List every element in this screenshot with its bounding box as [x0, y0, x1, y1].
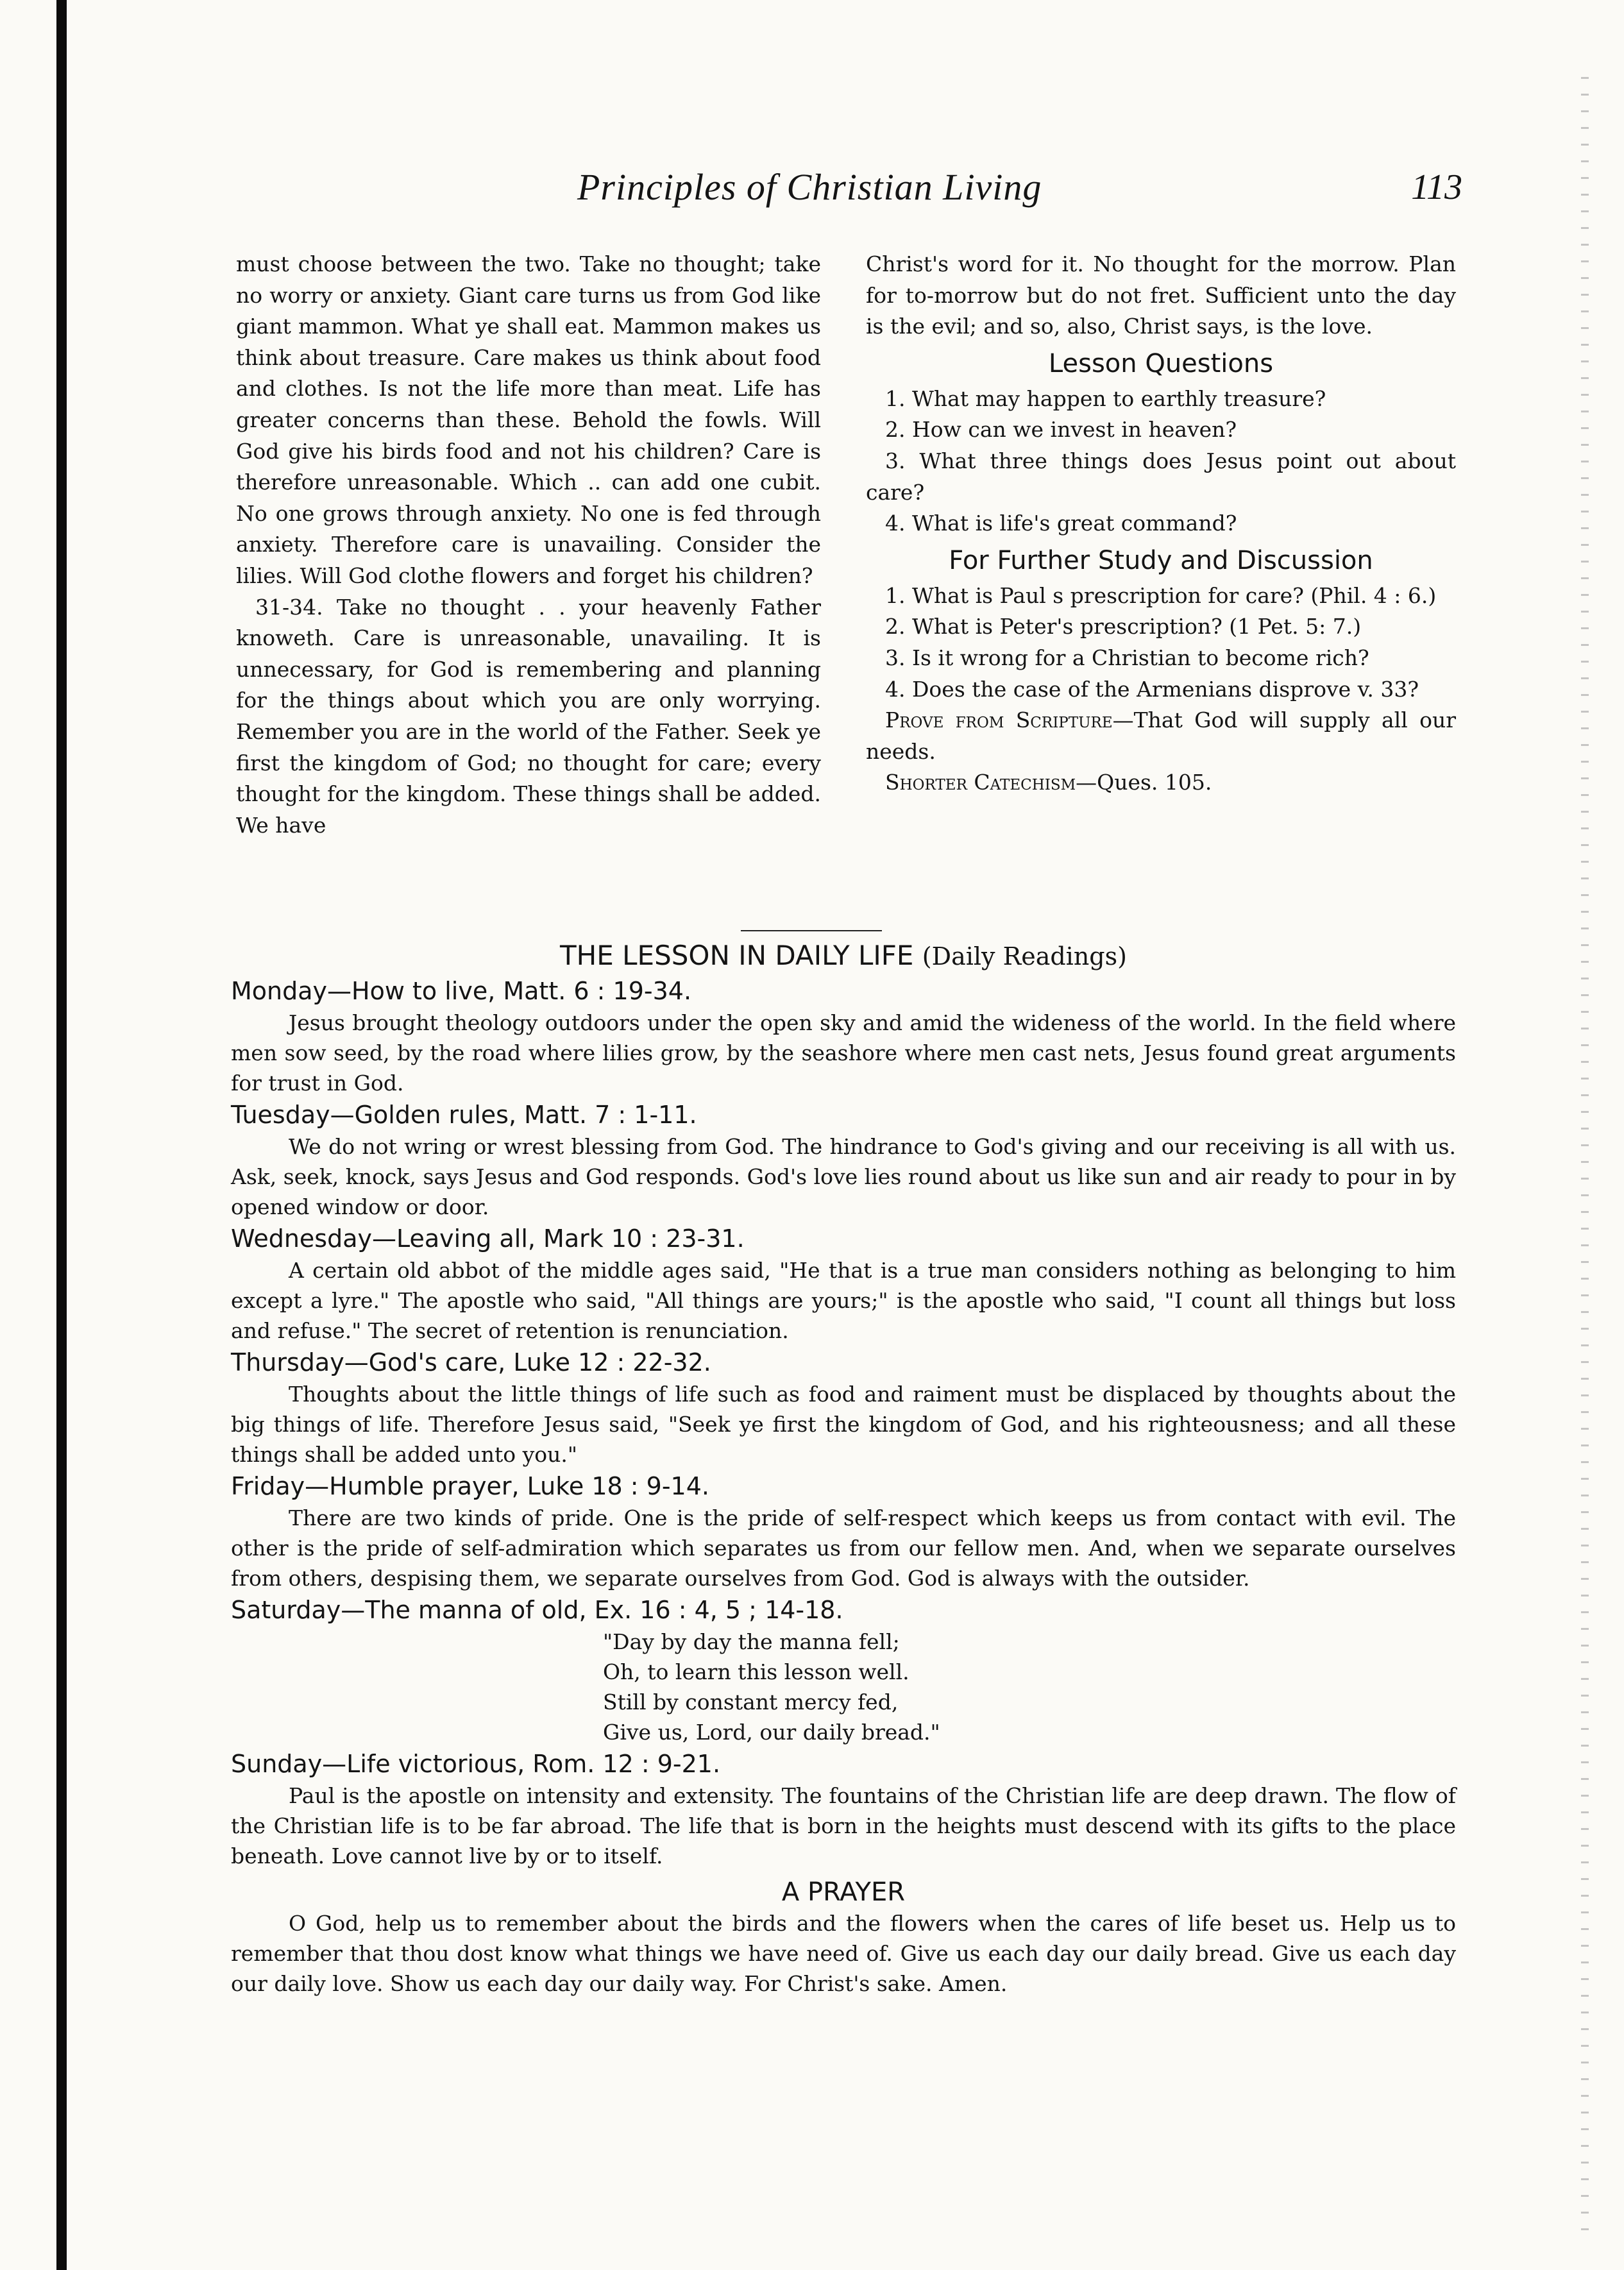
commentary-paragraph: 31-34. Take no thought . . your heavenly Father knoweth. Care is unreasonable, unavailing. It is unnecessary, for God is remembering and planning for the things about which you are only worrying. Remember you are in the world of the Father. Seek ye first the kingdom of God; no thought for care; every thought for the kingdom. These things shall be added. We have [236, 594, 821, 838]
page-number: 113 [1411, 167, 1462, 207]
reading-title: Monday—How to live, Matt. 6 : 19-34. [231, 977, 692, 1005]
daily-life-subtitle: (Daily Readings) [922, 942, 1127, 970]
poem-line: Oh, to learn this lesson well. [603, 1659, 909, 1684]
study-item: 3. Is it wrong for a Christian to become rich? [885, 645, 1369, 670]
daily-reading [231, 1222, 1456, 1346]
daily-life-heading [231, 938, 1456, 974]
page-edge-specks [1581, 77, 1589, 2245]
poem [603, 1627, 1456, 1747]
poem-line: Still by constant mercy fed, [603, 1690, 899, 1715]
reading-text: Thoughts about the little things of life such as food and raiment must be displaced by thoughts about the big things of life. Therefore Jesus said, "Seek ye first the kingdom of God, and his righteousness; and all these things shall be added unto you." [231, 1382, 1456, 1467]
running-title: Principles of Christian Living [577, 166, 1042, 208]
study-item: 4. Does the case of the Armenians disprove v. 33? [885, 676, 1419, 702]
question-item: 4. What is life's great command? [885, 511, 1237, 536]
running-header [231, 165, 1462, 223]
lesson-questions-heading: Lesson Questions [1048, 348, 1274, 378]
reading-text: Jesus brought theology outdoors under the open sky and amid the wideness of the world. In the field where men sow seed, by the road where lilies grow, by the seashore where men cast nets, Jesus found great arguments for trust in God. [231, 1010, 1456, 1096]
daily-reading [231, 1470, 1456, 1593]
poem-line: "Day by day the manna fell; [603, 1629, 900, 1654]
reading-text: A certain old abbot of the middle ages said, "He that is a true man considers nothing as belonging to him except a lyre." The apostle who said, "All things are yours;" is the apostle who said, "I count all things but loss and refuse." The secret of retention is renunciation. [231, 1258, 1456, 1343]
reading-title: Tuesday—Golden rules, Matt. 7 : 1-11. [231, 1101, 697, 1129]
question-item: 1. What may happen to earthly treasure? [885, 385, 1326, 411]
reading-text: There are two kinds of pride. One is the pride of self-respect which keeps us from contact with evil. The other is the pride of self-admiration which separates us from our fellow men. And, when we separate ourselves from others, despising them, we separate ourselves from God. God is always with the outsider. [231, 1505, 1456, 1591]
daily-reading [231, 974, 1456, 1098]
right-column [866, 249, 1456, 799]
daily-life-section [231, 938, 1456, 1999]
reading-text: We do not wring or wrest blessing from God. The hindrance to God's giving and our receiving is all with us. Ask, seek, knock, says Jesus and God responds. God's love lies round about us like sun and air ready to pour in by opened window or door. [231, 1134, 1456, 1219]
further-study-list [866, 580, 1456, 705]
reading-title: Wednesday—Leaving all, Mark 10 : 23-31. [231, 1224, 745, 1253]
question-item: 3. What three things does Jesus point out about care? [866, 448, 1456, 505]
prove-from-scripture [866, 705, 1456, 767]
study-item: 1. What is Paul s prescription for care? (Phil. 4 : 6.) [885, 582, 1437, 608]
left-column [236, 249, 821, 841]
commentary-paragraph: must choose between the two. Take no thought; take no worry or anxiety. Giant care turns us from God like giant mammon. What ye shall eat. Mammon makes us think about treasure. Care makes us think about food and clothes. Is not the life more than meat. Life has greater concerns than these. Behold the fowls. Will God give his birds food and not his children? Care is therefore unreasonable. Which .. can add one cubit. No one grows through anxiety. No one is fed through anxiety. Therefore care is unavailing. Consider the lilies. Will God clothe flowers and forget his children? [236, 251, 821, 588]
reading-title: Sunday—Life victorious, Rom. 12 : 9-21. [231, 1750, 721, 1778]
prayer-heading: A PRAYER [781, 1877, 906, 1907]
study-item: 2. What is Peter's prescription? (1 Pet. 5: 7.) [885, 614, 1362, 639]
daily-reading [231, 1098, 1456, 1222]
reading-title: Thursday—God's care, Luke 12 : 22-32. [231, 1348, 711, 1376]
commentary-continuation: Christ's word for it. No thought for the morrow. Plan for to-morrow but do not fret. Sufficient unto the day is the evil; and so, also, Christ says, is the love. [866, 251, 1456, 339]
daily-reading [231, 1747, 1456, 1871]
prayer-text: O God, help us to remember about the birds and the flowers when the cares of life beset us. Help us to remember that thou dost know what things we have need of. Give us each day our daily bread. Give us each day our daily love. Show us each day our daily way. For Christ's sake. Amen. [231, 1911, 1456, 1996]
prove-label: Prove from Scripture [885, 707, 1113, 733]
reading-title: Saturday—The manna of old, Ex. 16 : 4, 5 ; 14-18. [231, 1596, 843, 1624]
question-item: 2. How can we invest in heaven? [885, 417, 1237, 443]
catechism-text: —Ques. 105. [1076, 770, 1212, 795]
poem-line: Give us, Lord, our daily bread." [603, 1720, 940, 1745]
reading-title: Friday—Humble prayer, Luke 18 : 9-14. [231, 1472, 709, 1500]
lesson-questions-list [866, 384, 1456, 539]
section-divider [741, 930, 882, 931]
prove-text: —That God will supply all our needs. [866, 707, 1457, 764]
daily-life-title: THE LESSON IN DAILY LIFE [560, 940, 914, 971]
daily-reading [231, 1346, 1456, 1470]
page-binding-edge [56, 0, 67, 2270]
daily-reading [231, 1593, 1456, 1747]
further-study-heading: For Further Study and Discussion [949, 545, 1373, 575]
shorter-catechism [866, 767, 1456, 799]
reading-text: Paul is the apostle on intensity and extensity. The fountains of the Christian life are deep drawn. The flow of the Christian life is to be far abroad. The life that is born in the heights must descend with its gifts to the place beneath. Love cannot live by or to itself. [231, 1783, 1456, 1868]
catechism-label: Shorter Catechism [885, 770, 1076, 795]
